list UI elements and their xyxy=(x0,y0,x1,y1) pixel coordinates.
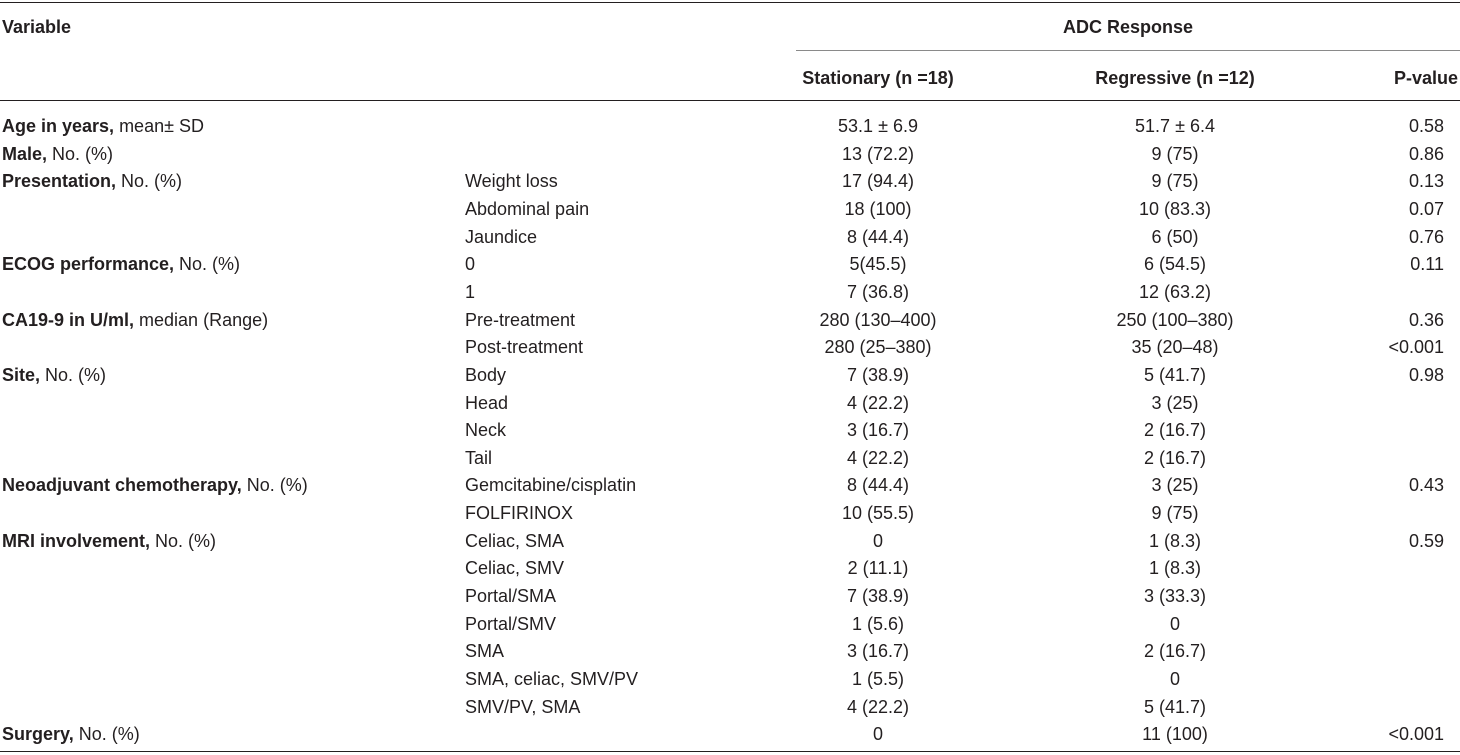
p-value: 0.13 xyxy=(1408,171,1444,192)
subcategory-label: Tail xyxy=(465,447,493,468)
subcategory-label: Body xyxy=(465,364,507,385)
variable-name: CA19-9 in U/ml, xyxy=(2,309,135,330)
stationary-value: 0 xyxy=(872,530,884,551)
p-value: 0.36 xyxy=(1408,309,1444,330)
stationary-value: 8 (44.4) xyxy=(846,226,910,247)
subcategory-label: Post-treatment xyxy=(465,337,584,358)
stationary-value: 7 (36.8) xyxy=(846,281,910,302)
header-stationary: Stationary (n =18) xyxy=(802,68,954,88)
regressive-value: 3 (25) xyxy=(1151,392,1199,413)
variable-label xyxy=(2,254,240,274)
header-pvalue: P-value xyxy=(1393,68,1458,88)
regressive-value: 250 (100–380) xyxy=(1116,309,1234,330)
stationary-value: 10 (55.5) xyxy=(841,503,915,524)
variable-label xyxy=(2,365,106,385)
variable-name: MRI involvement, xyxy=(2,530,151,551)
variable-stat-type: No. (%) xyxy=(174,254,241,275)
regressive-value: 9 (75) xyxy=(1151,143,1199,164)
p-value: 0.59 xyxy=(1408,530,1444,551)
variable-label xyxy=(2,171,182,191)
stationary-value: 8 (44.4) xyxy=(846,475,910,496)
regressive-value: 6 (50) xyxy=(1151,226,1199,247)
subcategory-label: Celiac, SMV xyxy=(465,558,565,579)
stationary-value: 13 (72.2) xyxy=(841,143,915,164)
p-value: <0.001 xyxy=(1388,337,1444,358)
regressive-value: 3 (33.3) xyxy=(1143,586,1207,607)
subcategory-label: Abdominal pain xyxy=(465,198,590,219)
header-regressive: Regressive (n =12) xyxy=(1095,68,1255,88)
header-variable: Variable xyxy=(2,17,72,37)
subcategory-label: Celiac, SMA xyxy=(465,530,565,551)
stationary-value: 5(45.5) xyxy=(849,254,907,275)
variable-label xyxy=(2,475,308,495)
stationary-value: 4 (22.2) xyxy=(846,696,910,717)
stationary-value: 3 (16.7) xyxy=(846,641,910,662)
variable-name: Surgery, xyxy=(2,724,74,745)
stationary-value: 4 (22.2) xyxy=(846,447,910,468)
variable-stat-type: mean± SD xyxy=(114,116,204,136)
regressive-value: 9 (75) xyxy=(1151,503,1199,524)
variable-stat-type: No. (%) xyxy=(40,364,107,385)
stationary-value: 4 (22.2) xyxy=(846,392,910,413)
stationary-value: 7 (38.9) xyxy=(846,586,910,607)
regressive-value: 2 (16.7) xyxy=(1143,420,1207,441)
variable-stat-type: No. (%) xyxy=(116,171,183,192)
stationary-value: 17 (94.4) xyxy=(841,171,915,192)
variable-stat-type: No. (%) xyxy=(150,530,217,551)
regressive-value: 35 (20–48) xyxy=(1131,337,1219,358)
variable-label xyxy=(2,310,268,330)
variable-label xyxy=(2,724,140,744)
variable-name: Neoadjuvant chemotherapy, xyxy=(2,475,242,496)
variable-stat-type: No. (%) xyxy=(73,724,140,745)
variable-name: Age in years, xyxy=(2,116,115,136)
p-value: 0.98 xyxy=(1408,364,1444,385)
stationary-value: 0 xyxy=(872,724,884,745)
stationary-value: 2 (11.1) xyxy=(847,558,909,579)
variable-label xyxy=(2,531,216,551)
regressive-value: 9 (75) xyxy=(1151,171,1199,192)
regressive-value: 10 (83.3) xyxy=(1138,198,1212,219)
subcategory-label: Head xyxy=(465,392,509,413)
stationary-value: 18 (100) xyxy=(844,198,912,219)
regressive-value: 3 (25) xyxy=(1151,475,1199,496)
variable-stat-type: median (Range) xyxy=(134,309,269,330)
subcategory-label: Gemcitabine/cisplatin xyxy=(465,475,637,496)
regressive-value: 0 xyxy=(1169,613,1181,634)
regressive-value: 1 (8.3) xyxy=(1148,530,1202,551)
regressive-value: 5 (41.7) xyxy=(1143,364,1207,385)
regressive-value: 11 (100) xyxy=(1142,724,1208,745)
variable-label xyxy=(2,144,113,164)
p-value: 0.07 xyxy=(1408,198,1444,219)
regressive-value: 2 (16.7) xyxy=(1143,641,1207,662)
subcategory-label: 1 xyxy=(465,281,476,302)
stationary-value: 1 (5.6) xyxy=(851,613,905,634)
stationary-value: 7 (38.9) xyxy=(846,364,910,385)
stationary-value: 280 (25–380) xyxy=(824,337,932,358)
subcategory-label: SMA xyxy=(465,641,505,662)
regressive-value: 0 xyxy=(1169,669,1181,689)
regressive-value: 6 (54.5) xyxy=(1143,254,1207,275)
subcategory-label: Pre-treatment xyxy=(465,309,576,330)
p-value: 0.76 xyxy=(1408,226,1444,247)
subcategory-label: Portal/SMV xyxy=(465,613,557,634)
variable-name: Presentation, xyxy=(2,171,117,192)
variable-name: Male, xyxy=(2,143,48,164)
regressive-value: 51.7 ± 6.4 xyxy=(1135,116,1215,136)
subcategory-label: Neck xyxy=(465,420,507,441)
subcategory-label: 0 xyxy=(465,254,476,275)
header-adc-response: ADC Response xyxy=(1062,17,1194,37)
stationary-value: 280 (130–400) xyxy=(819,309,937,330)
p-value: 0.86 xyxy=(1408,143,1444,164)
stationary-value: 1 (5.5) xyxy=(851,669,905,689)
regressive-value: 5 (41.7) xyxy=(1143,696,1207,717)
p-value: <0.001 xyxy=(1388,724,1444,745)
subcategory-label: Portal/SMA xyxy=(465,586,557,607)
p-value: 0.11 xyxy=(1410,254,1444,275)
variable-stat-type: No. (%) xyxy=(47,143,114,164)
subcategory-label: SMA, celiac, SMV/PV xyxy=(465,669,639,689)
subcategory-label: FOLFIRINOX xyxy=(465,503,574,524)
regressive-value: 1 (8.3) xyxy=(1148,558,1202,579)
subcategory-label: Jaundice xyxy=(465,226,538,247)
regressive-value: 12 (63.2) xyxy=(1138,281,1212,302)
subcategory-label: SMV/PV, SMA xyxy=(465,696,581,717)
variable-name: Site, xyxy=(2,364,41,385)
variable-label xyxy=(2,116,204,136)
variable-name: ECOG performance, xyxy=(2,254,175,275)
subcategory-label: Weight loss xyxy=(465,171,558,192)
p-value: 0.43 xyxy=(1408,475,1444,496)
stationary-value: 3 (16.7) xyxy=(846,420,910,441)
regressive-value: 2 (16.7) xyxy=(1143,447,1207,468)
p-value: 0.58 xyxy=(1408,116,1444,136)
variable-stat-type: No. (%) xyxy=(241,475,308,496)
stationary-value: 53.1 ± 6.9 xyxy=(838,116,918,136)
